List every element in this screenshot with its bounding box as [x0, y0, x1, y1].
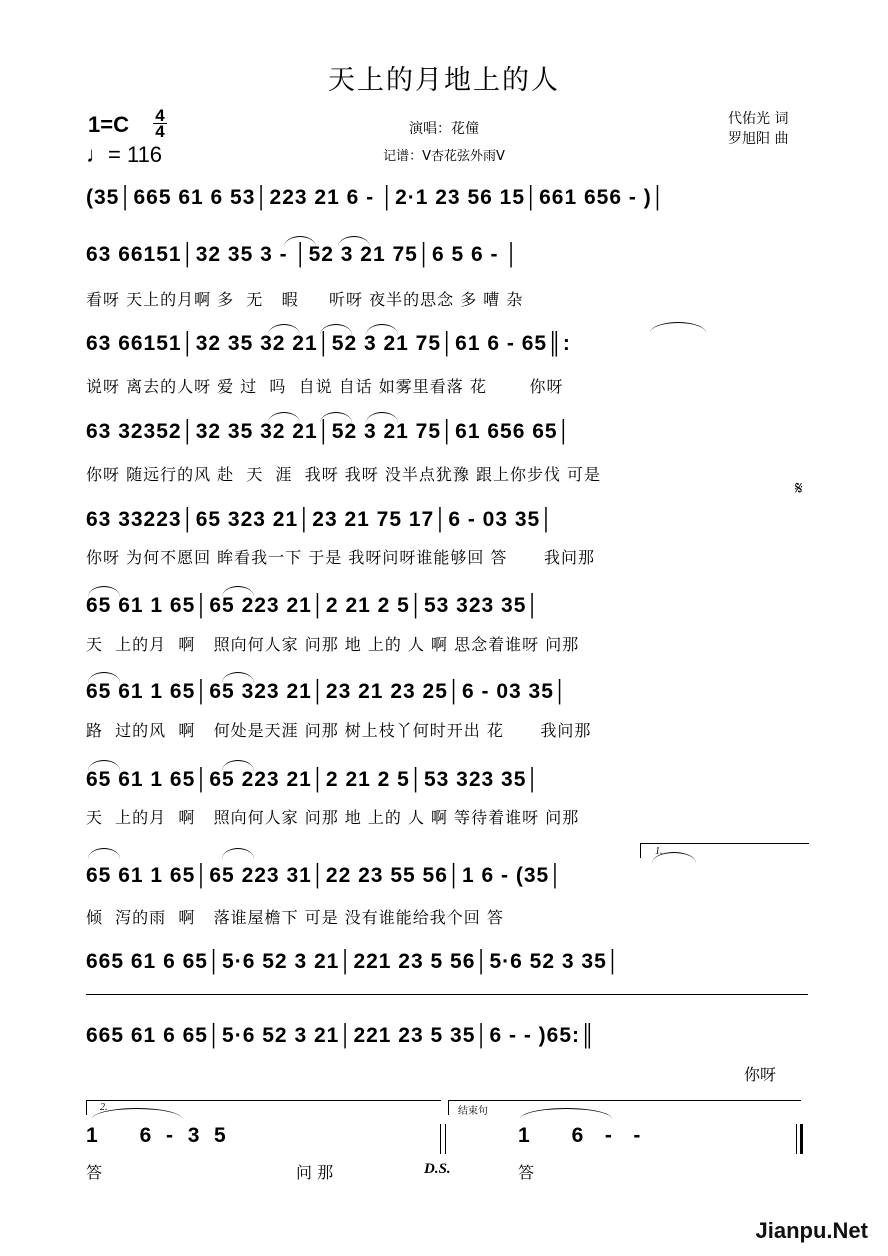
singer-credit: 演唱：花僮 [409, 121, 479, 137]
lyric-line-4: 你呀 随远行的风 赴 天 涯 我呀 我呀 没半点犹豫 跟上你步伐 可是 [86, 465, 602, 484]
segno-sign: 𝄋 [795, 478, 803, 499]
lyric-line-9: 倾 泻的雨 啊 落谁屋檐下 可是 没有谁能给我个回 答 [86, 908, 504, 927]
notation-line-2: 63 66151│32 35 3 - │52 3 21 75│6 5 6 - │ [86, 243, 520, 266]
transcriber-credit: 记谱：V杏花弦外雨V [383, 149, 505, 164]
separator-line [86, 994, 808, 995]
time-signature-top: 4 [155, 106, 165, 125]
volta-2-label: 2. [100, 1102, 108, 1113]
lyric-line-2: 看呀 天上的月啊 多 无 暇 听呀 夜半的思念 多 嘈 杂 [86, 290, 524, 309]
site-watermark: Jianpu.Net [755, 1218, 868, 1243]
ending-notes-left: 1 6 - 3 5 [86, 1124, 227, 1147]
notation-line-10: 665 61 6 65│5·6 52 3 21│221 23 5 56│5·6 52 3 35│ [86, 950, 621, 973]
lyric-line-8: 天 上的月 啊 照向何人家 问那 地 上的 人 啊 等待着谁呀 问那 [86, 808, 580, 827]
final-barline [440, 1124, 446, 1154]
key-signature: 1=C [88, 112, 129, 137]
ending-lyric-ask: 问 那 [296, 1163, 334, 1182]
lyricist-credit: 代佑光 词 [728, 111, 789, 127]
notation-line-9: 65 61 1 65│65 223 31│22 23 55 56│1 6 - (35│ [86, 864, 564, 887]
ending-lyric-final: 答 [518, 1163, 535, 1182]
ending-bracket [448, 1100, 801, 1115]
notation-line-4: 63 32352│32 35 32 21│52 3 21 75│61 656 65│ [86, 420, 572, 443]
notation-line-7: 65 61 1 65│65 323 21│23 21 23 25│6 - 03 35│ [86, 680, 569, 703]
end-barline [796, 1124, 803, 1154]
ending-lyric-answer: 答 [86, 1163, 103, 1182]
volta-1-label: 1. [655, 846, 663, 857]
notation-line-11: 665 61 6 65│5·6 52 3 21│221 23 5 35│6 - - )65:║ [86, 1024, 596, 1047]
score-title: 天上的月地上的人 [328, 65, 560, 96]
lyric-line-6: 天 上的月 啊 照向何人家 问那 地 上的 人 啊 思念着谁呀 问那 [86, 635, 580, 654]
lyric-you-ya: 你呀 [744, 1065, 777, 1084]
tempo-value: = 116 [108, 142, 163, 167]
notation-line-8: 65 61 1 65│65 223 21│2 21 2 5│53 323 35│ [86, 768, 541, 791]
quarter-note-icon: ♩ [86, 142, 108, 167]
lyric-line-7: 路 过的风 啊 何处是天涯 问那 树上枝丫何时开出 花 我问那 [86, 721, 592, 740]
slur [88, 848, 120, 859]
lyric-line-5: 你呀 为何不愿回 眸看我一下 于是 我呀问呀谁能够回 答 我问那 [86, 548, 595, 567]
lyric-line-3: 说呀 离去的人呀 爱 过 吗 自说 自话 如雾里看落 花 你呀 [86, 377, 564, 396]
notation-line-3: 63 66151│32 35 32 21│52 3 21 75│61 6 - 65║: [86, 332, 571, 355]
composer-credit: 罗旭阳 曲 [728, 131, 789, 147]
slur [222, 848, 254, 859]
time-signature-bottom: 4 [155, 122, 165, 141]
ending-notes-right: 1 6 - - [518, 1124, 642, 1147]
notation-line-1: (35│665 61 6 53│223 21 6 - │2·1 23 56 15│661 656 - )│ [86, 186, 666, 209]
ending-label: 结束句 [458, 1106, 488, 1117]
dal-segno-mark: D.S. [424, 1161, 451, 1177]
notation-line-5: 63 33223│65 323 21│23 21 75 17│6 - 03 35│ [86, 508, 555, 531]
notation-line-6: 65 61 1 65│65 223 21│2 21 2 5│53 323 35│ [86, 594, 541, 617]
